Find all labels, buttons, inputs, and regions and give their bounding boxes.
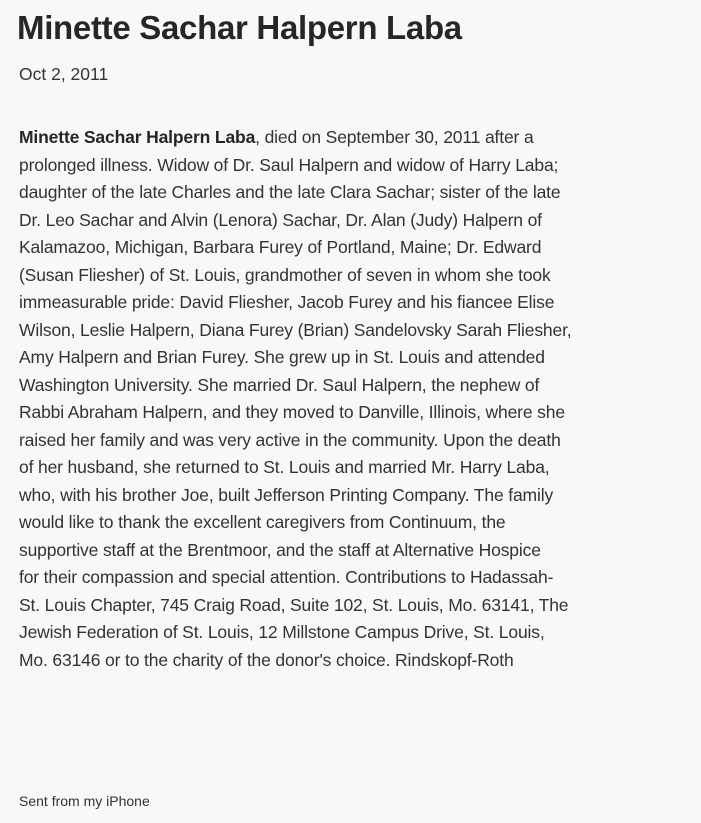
obituary-line: supportive staff at the Brentmoor, and the staff at Alternative Hospice	[19, 539, 541, 560]
obituary-line: Wilson, Leslie Halpern, Diana Furey (Brian) Sandelovsky Sarah Fliesher,	[19, 319, 572, 340]
email-signature: Sent from my iPhone	[19, 793, 150, 809]
obituary-line: Dr. Leo Sachar and Alvin (Lenora) Sachar, Dr. Alan (Judy) Halpern of	[19, 209, 542, 230]
obituary-line: Jewish Federation of St. Louis, 12 Millstone Campus Drive, St. Louis,	[19, 622, 545, 642]
obituary-line: raised her family and was very active in the community. Upon the death	[19, 429, 561, 450]
obituary-line: (Susan Fliesher) of St. Louis, grandmother of seven in whom she took	[19, 264, 551, 285]
obituary-line: Washington University. She married Dr. Saul Halpern, the nephew of	[19, 374, 540, 395]
obituary-line: daughter of the late Charles and the late Clara Sachar; sister of the late	[19, 182, 561, 202]
obituary-line: Mo. 63146 or to the charity of the donor's choice. Rindskopf-Roth	[19, 649, 514, 670]
obituary-name: Minette Sachar Halpern Laba	[19, 127, 256, 147]
obituary-line: Kalamazoo, Michigan, Barbara Furey of Portland, Maine; Dr. Edward	[19, 237, 542, 257]
obituary-line: Rabbi Abraham Halpern, and they moved to Danville, Illinois, where she	[19, 402, 565, 422]
obituary-line: of her husband, she returned to St. Louis and married Mr. Harry Laba,	[19, 457, 550, 477]
obituary-line: prolonged illness. Widow of Dr. Saul Halpern and widow of Harry Laba;	[19, 154, 559, 175]
post-date: Oct 2, 2011	[19, 64, 109, 84]
obituary-line	[19, 124, 689, 152]
obituary-line: for their compassion and special attention. Contributions to Hadassah-	[19, 567, 554, 587]
obituary-line: who, with his brother Joe, built Jefferson Printing Company. The family	[19, 484, 554, 505]
obituary-line: Amy Halpern and Brian Furey. She grew up in St. Louis and attended	[19, 347, 545, 367]
obituary-line: immeasurable pride: David Fliesher, Jacob Furey and his fiancee Elise	[19, 292, 555, 312]
obituary-body	[19, 124, 689, 674]
obituary-line: would like to thank the excellent caregivers from Continuum, the	[19, 512, 506, 532]
obituary-line: St. Louis Chapter, 745 Craig Road, Suite 102, St. Louis, Mo. 63141, The	[19, 594, 569, 615]
obituary-line-text: , died on September 30, 2011 after a	[255, 127, 534, 147]
page-title: Minette Sachar Halpern Laba	[17, 9, 462, 46]
